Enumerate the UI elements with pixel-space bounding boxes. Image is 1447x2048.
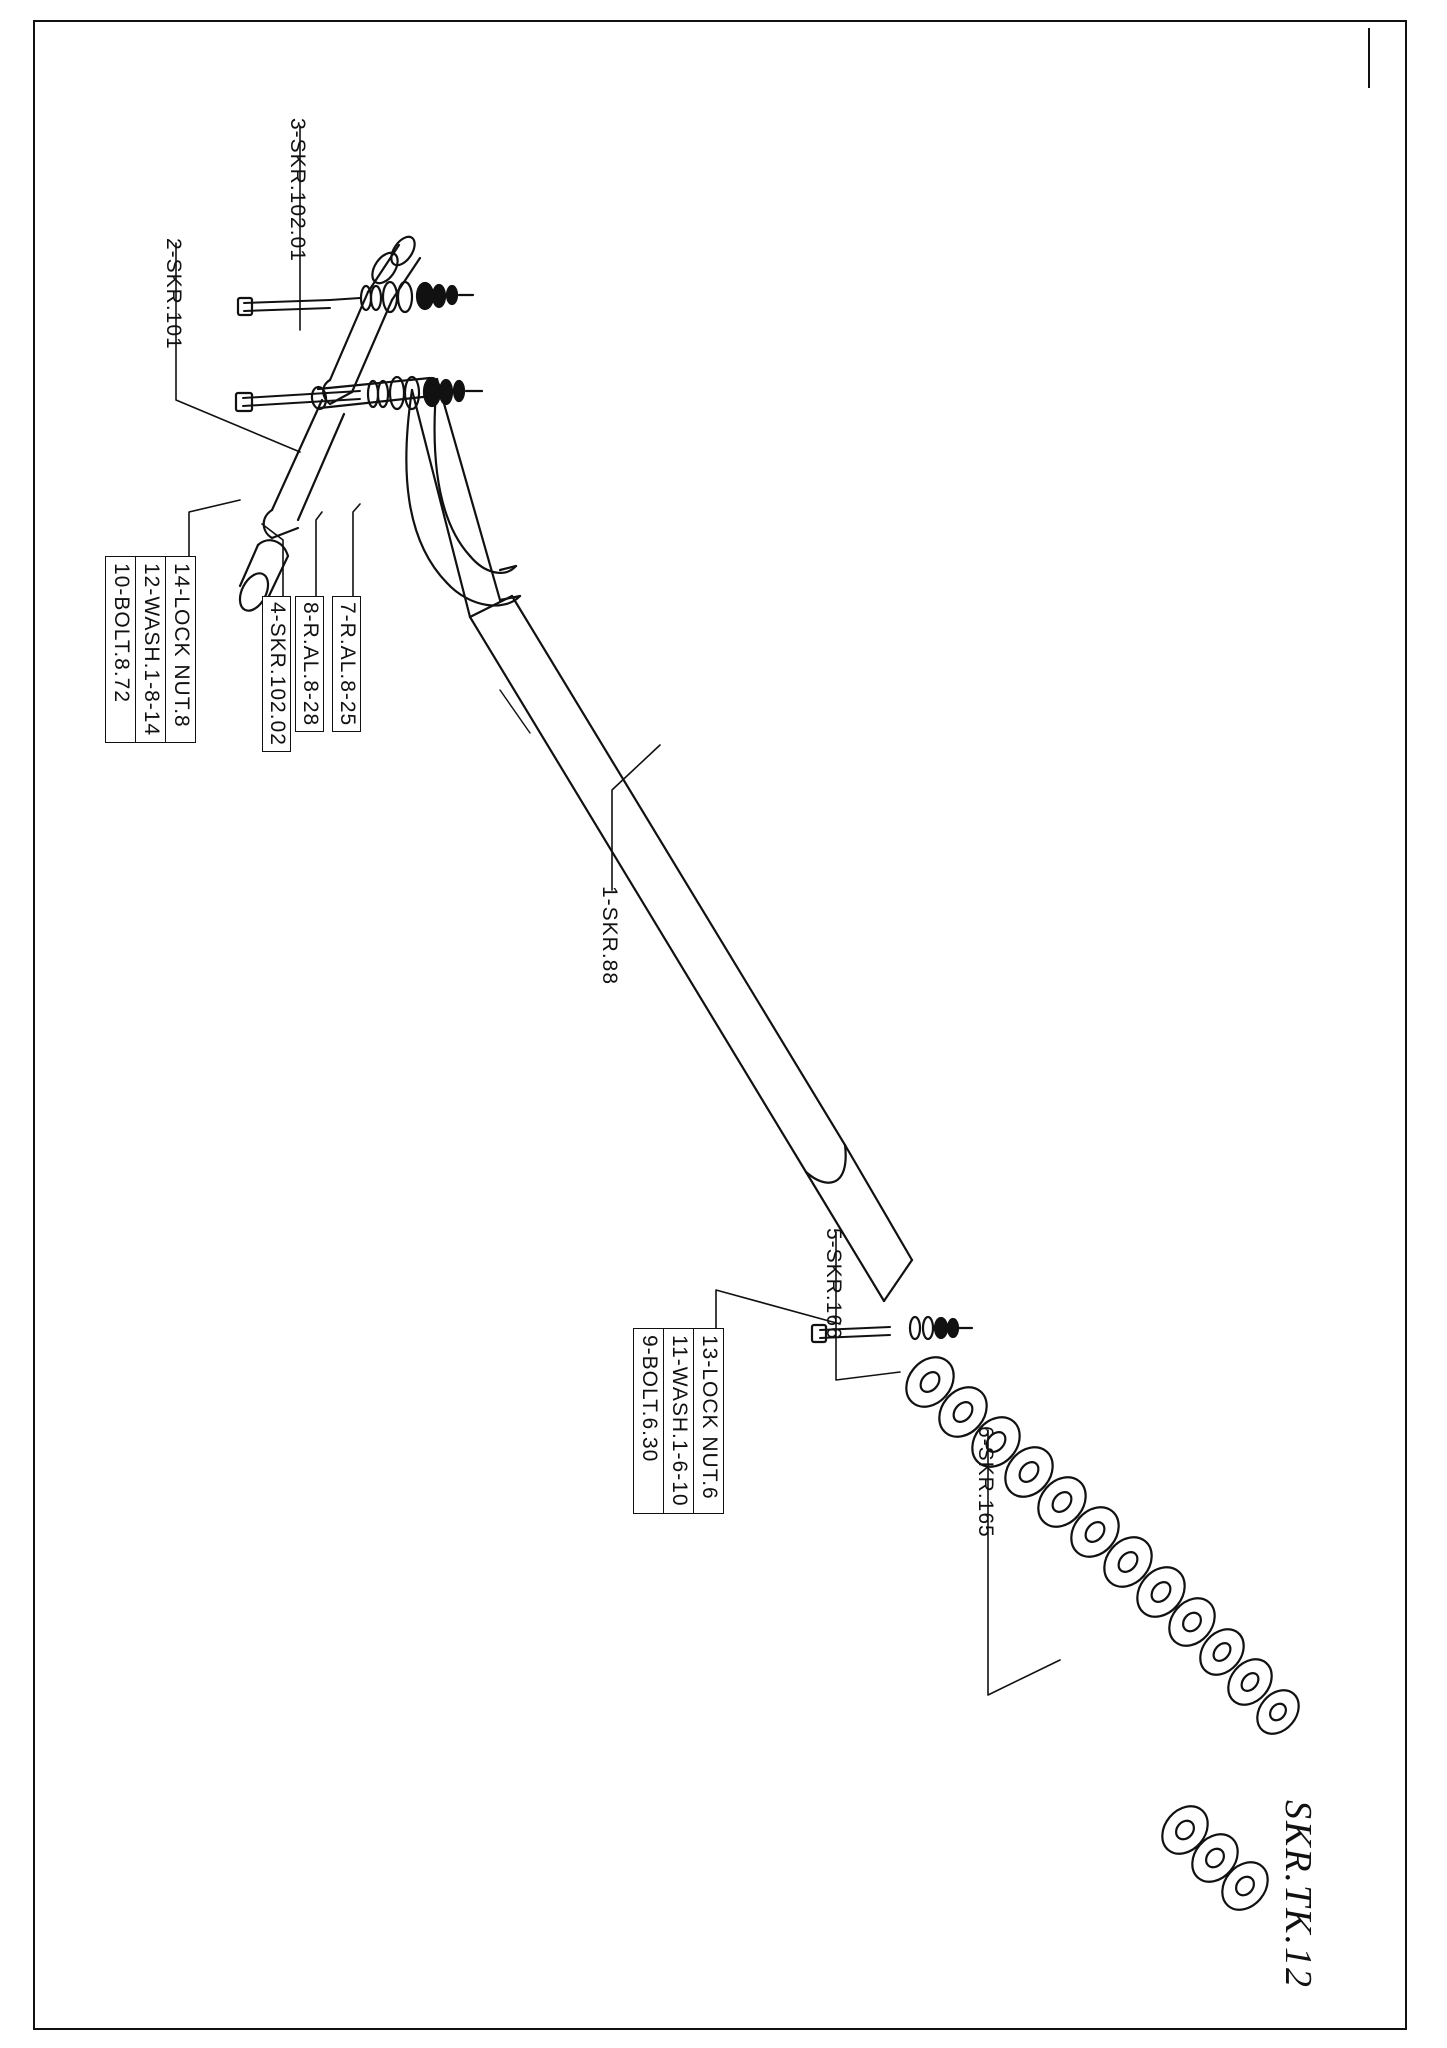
callout-12-wash-1-8-14: 12-WASH.1-8-14 bbox=[136, 556, 166, 743]
callout-6-skr-165: 6-SKR.165 bbox=[974, 1426, 997, 1538]
part-roller-stack bbox=[897, 1348, 1308, 1919]
part-roller-trio bbox=[1153, 1797, 1277, 1919]
callout-1-skr-88: 1-SKR.88 bbox=[598, 886, 621, 986]
callout-14-lock-nut-8: 14-LOCK NUT.8 bbox=[166, 556, 196, 743]
part-hub-lower bbox=[234, 400, 344, 615]
callout-10-bolt-8-72: 10-BOLT.8.72 bbox=[105, 556, 136, 743]
callout-3-skr-102-01: 3-SKR.102.01 bbox=[286, 118, 309, 262]
callout-2-skr-101: 2-SKR.101 bbox=[162, 238, 185, 350]
callout-9-bolt-6-30: 9-BOLT.6.30 bbox=[633, 1328, 664, 1514]
callout-7-r-al-8-25: 7-R.AL.8-25 bbox=[332, 596, 361, 732]
callout-stack-lower-fasteners bbox=[633, 1328, 724, 1514]
callout-13-lock-nut-6: 13-LOCK NUT.6 bbox=[694, 1328, 724, 1514]
part-shaft-skr88 bbox=[470, 596, 912, 1301]
callout-5-skr-166: 5-SKR.166 bbox=[822, 1228, 845, 1340]
part-handle-loop bbox=[406, 379, 520, 617]
assembly-upper-fasteners-2 bbox=[238, 282, 473, 315]
title-block-code: SKR.TK.12 bbox=[1277, 1800, 1319, 1990]
callout-4-skr-102-02: 4-SKR.102.02 bbox=[262, 596, 291, 752]
part-hub-upper bbox=[323, 233, 420, 404]
callout-8-r-al-8-28: 8-R.AL.8-28 bbox=[295, 596, 324, 732]
callout-stack-upper-fasteners bbox=[105, 556, 196, 743]
callout-11-wash-1-6-10: 11-WASH.1-6-10 bbox=[664, 1328, 694, 1514]
